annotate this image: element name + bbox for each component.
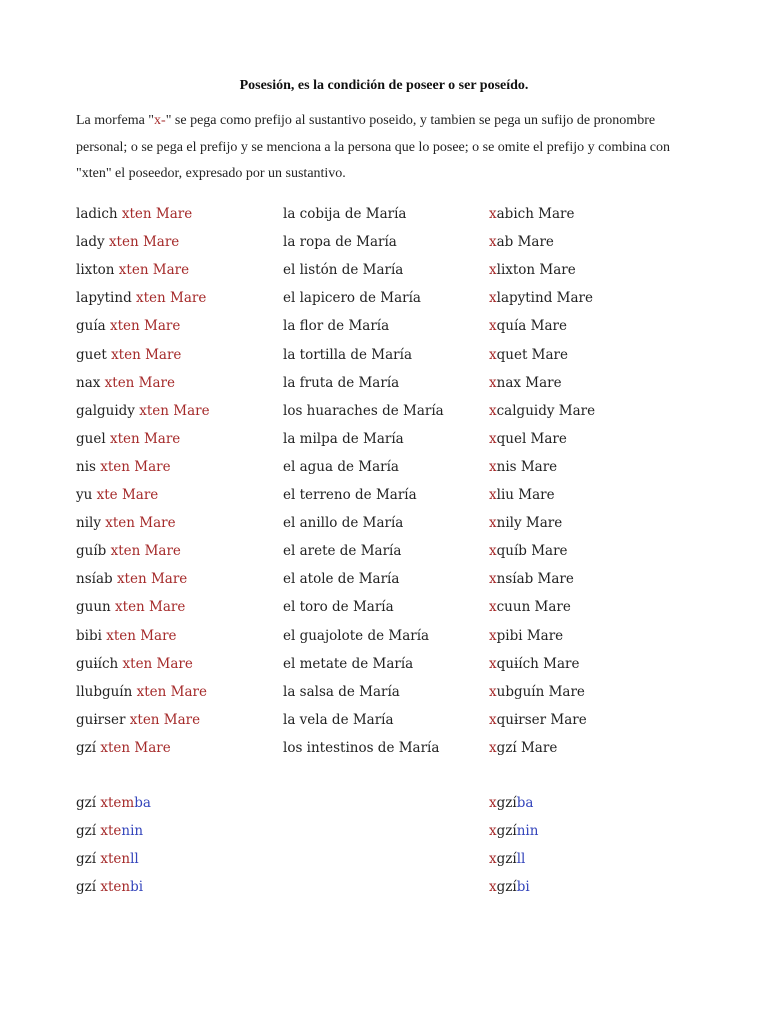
table-row-possessed [489,205,575,223]
possessed-word: ab Mare [496,234,554,251]
table-row-possessed [489,711,587,729]
stem-word: gzí [76,823,97,840]
xten-word: xten [100,879,131,896]
x-prefix: x [489,739,497,756]
possessed-word: lapytind Mare [496,290,593,307]
possessed-word: nily Mare [496,515,563,532]
possessed-word: cuun Mare [496,599,571,616]
table-row-gloss: el listón de María [283,262,404,279]
xten-phrase: xten Mare [105,515,176,532]
possessed-word: gzí [496,879,517,896]
possessed-word: quet Mare [496,346,568,363]
x-prefix: x [489,683,497,700]
table-row-gloss: la fruta de María [283,374,400,391]
xten-phrase: xten Mare [100,739,171,756]
pronoun-suffix: nin [516,823,539,840]
x-prefix: x [489,879,497,896]
pronoun-suffix: nin [121,823,144,840]
table-row-gloss: los intestinos de María [283,739,440,756]
stem-word: bibi [76,627,102,644]
x-prefix: x [489,543,497,560]
possessed-word: gzí Mare [496,739,558,756]
possessed-word: nsíab Mare [496,571,574,588]
xten-phrase: xten Mare [129,711,201,728]
table-row-possessed [489,317,567,335]
x-prefix: x [489,374,497,391]
stem-word: gzí [76,879,97,896]
x-prefix: x [489,458,497,475]
table-row-stem [76,346,181,364]
possessed-word: quía Mare [496,318,567,335]
table-row-possessed [489,289,593,307]
possessed-word: calguidy Mare [496,402,596,419]
table-row-possessed [489,655,579,673]
stem-word: guía [76,318,106,335]
xten-phrase: xten Mare [104,374,175,391]
xten-phrase: xten Mare [139,402,210,419]
possessed-word: gzí [496,823,517,840]
stem-word: lapytind [76,290,132,307]
table-row-possessed [489,598,571,616]
xten-phrase: xten Mare [106,627,177,644]
table-row-gloss: la vela de María [283,711,394,728]
table-row-gloss: el agua de María [283,458,399,475]
stem-word: gzí [76,739,97,756]
stem-word: lixton [76,262,115,279]
xten-phrase: xten Mare [111,346,182,363]
table-row-gloss: el metate de María [283,655,414,672]
table-row-possessed [489,683,585,701]
stem-word: nax [76,374,101,391]
x-prefix: x [489,318,497,335]
table-row-stem [76,205,192,223]
table-row-gloss: el terreno de María [283,487,417,503]
x-prefix: x [489,655,497,672]
stem-word: gzí [76,795,97,811]
table-row-possessed [489,261,576,279]
table-row-stem [76,233,179,251]
possessed-word: quíb Mare [496,543,568,560]
stem-word: nis [76,458,96,475]
table-row-stem [76,261,189,279]
stem-word: guɨrser [76,711,126,728]
table-row-stem [76,627,177,645]
table-row-gloss: el lapicero de María [283,290,421,307]
xten-phrase: xten Mare [108,234,180,251]
x-prefix: x [489,290,497,307]
stem-word: guɨích [76,655,119,672]
possessed-word: ubguín Mare [496,683,585,700]
table-row-stem [76,739,171,757]
table-row-possessed [489,570,574,588]
stem-word: guet [76,346,107,363]
table-row-stem [76,486,158,504]
stem-word: guel [76,430,106,447]
table-row-gloss: el arete de María [283,543,402,560]
table-row-possessed [489,627,563,645]
intro-text-2: " se pega como prefijo al sustantivo poseido, y tambien se pega un sufijo de pronombre personal; o se pega el prefijo y se menciona a la persona que lo posee; o se omite el prefijo y combina con "xten" el poseedor, expresado por un sustantivo. [76,113,671,181]
prefix-highlight: x- [154,113,166,128]
stem-word: guun [76,599,111,616]
possessed-word: nis Mare [496,458,558,475]
table-row-stem [76,514,176,532]
x-prefix: x [489,515,497,532]
table-row-possessed [489,402,595,420]
x-prefix: x [489,346,497,363]
x-prefix: x [489,599,497,616]
pronoun-suffix: ba [516,795,534,811]
xten-word: xten [100,851,131,868]
stem-word: ladich [76,206,118,222]
table-row-possessed [489,514,562,532]
table-row-possessed [489,233,554,251]
table-row-stem [76,430,180,448]
xten-phrase: xten Mare [121,206,193,222]
table-row-gloss: el anillo de María [283,515,404,532]
stem-word: lady [76,234,105,251]
xten-phrase: xte Mare [96,487,159,503]
stem-word: yu [76,487,93,503]
table-row-gloss: la cobija de María [283,206,407,222]
possessed-word: abich Mare [496,206,575,222]
x-prefix: x [489,851,497,868]
table-row-stem [76,655,193,673]
stem-word: nsíab [76,571,113,588]
possessed-word: gzí [496,851,517,868]
pronoun-suffix: bi [516,879,530,896]
possessed-word: gzí [496,795,517,811]
pronoun-row-xten [76,822,143,840]
table-row-stem [76,711,200,729]
x-prefix: x [489,430,497,447]
stem-word: guíb [76,543,107,560]
pronoun-row-possessed [489,794,533,812]
table-row-gloss: el guajolote de María [283,627,430,644]
table-row-stem [76,598,185,616]
table-row-gloss: la milpa de María [283,430,404,447]
table-row-possessed [489,374,562,392]
xten-word: xtem [100,795,135,811]
pronoun-row-xten [76,850,139,868]
xten-phrase: xten Mare [110,543,181,560]
xten-phrase: xten Mare [109,430,181,447]
stem-word: llubguín [76,683,133,700]
x-prefix: x [489,571,497,588]
xten-phrase: xten Mare [136,290,207,307]
table-row-gloss: la ropa de María [283,234,397,251]
x-prefix: x [489,234,497,251]
pronoun-suffix: ba [134,795,151,811]
x-prefix: x [489,823,497,840]
xten-phrase: xten Mare [110,318,181,335]
x-prefix: x [489,487,497,503]
x-prefix: x [489,627,497,644]
table-row-stem [76,402,210,420]
x-prefix: x [489,402,497,419]
table-row-gloss: la flor de María [283,318,390,335]
possessed-word: nax Mare [496,374,562,391]
possessed-word: quɨrser Mare [496,711,587,728]
xten-phrase: xten Mare [118,262,190,279]
stem-word: nily [76,515,101,532]
possessed-word: lixton Mare [496,262,576,279]
pronoun-row-xten [76,794,151,812]
pronoun-row-possessed [489,822,538,840]
table-row-gloss: la salsa de María [283,683,400,700]
xten-phrase: xten Mare [136,683,207,700]
page-title: Posesión, es la condición de poseer o ser poseído. [239,78,529,93]
x-prefix: x [489,206,497,222]
table-row-possessed [489,739,557,757]
xten-phrase: xten Mare [122,655,193,672]
table-row-stem [76,542,181,560]
pronoun-row-possessed [489,850,525,868]
possessed-word: pibi Mare [496,627,564,644]
pronoun-suffix: ll [130,851,139,868]
table-row-possessed [489,430,567,448]
pronoun-row-xten [76,878,143,896]
table-row-gloss: los huaraches de María [283,402,444,419]
xten-word: xte [100,823,122,840]
xten-phrase: xten Mare [116,571,188,588]
table-row-stem [76,570,187,588]
pronoun-suffix: ll [516,851,526,868]
table-row-possessed [489,346,568,364]
xten-phrase: xten Mare [115,599,186,616]
possessed-word: quel Mare [496,430,567,447]
possessed-word: quɨích Mare [496,655,580,672]
pronoun-suffix: bi [130,879,144,896]
table-row-possessed [489,542,568,560]
stem-word: galguidy [76,402,135,419]
table-row-stem [76,289,206,307]
intro-text-1: La morfema " [76,113,155,128]
table-row-stem [76,458,171,476]
table-row-gloss: el atole de María [283,571,400,588]
intro-paragraph [76,108,706,188]
table-row-gloss: el toro de María [283,599,394,616]
table-row-stem [76,683,207,701]
table-row-gloss: la tortilla de María [283,346,412,363]
x-prefix: x [489,795,497,811]
x-prefix: x [489,262,497,279]
table-row-possessed [489,486,555,504]
possessed-word: liu Mare [496,487,555,503]
pronoun-row-possessed [489,878,530,896]
table-row-stem [76,374,175,392]
stem-word: gzí [76,851,97,868]
table-row-stem [76,317,180,335]
table-row-possessed [489,458,557,476]
x-prefix: x [489,711,497,728]
xten-phrase: xten Mare [100,458,171,475]
